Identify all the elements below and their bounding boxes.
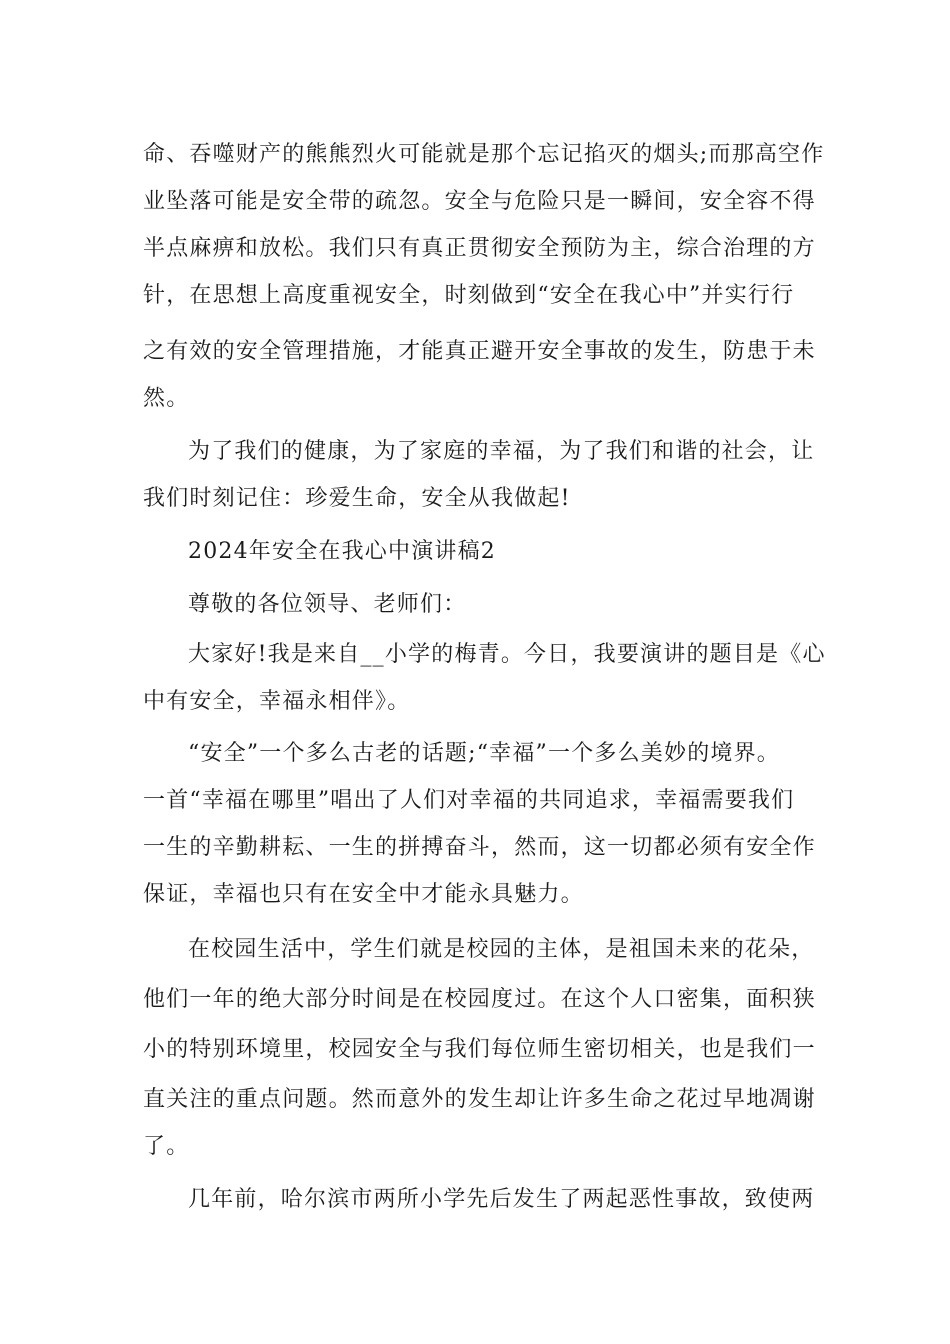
text-line: 之有效的安全管理措施，才能真正避开安全事故的发生，防患于未	[143, 339, 816, 364]
text-line: 我们时刻记住：珍爱生命，安全从我做起!	[143, 486, 571, 511]
text-line: 小的特别环境里，校园安全与我们每位师生密切相关，也是我们一	[143, 1037, 816, 1062]
text-line: 业坠落可能是安全带的疏忽。安全与危险只是一瞬间，安全容不得	[143, 189, 816, 214]
paragraph-first-line: “安全”一个多么古老的话题;“幸福”一个多么美妙的境界。	[188, 741, 781, 766]
text-line: 一首“幸福在哪里”唱出了人们对幸福的共同追求，幸福需要我们	[143, 788, 795, 813]
salutation: 尊敬的各位领导、老师们：	[188, 592, 467, 617]
paragraph-first-line: 几年前，哈尔滨市两所小学先后发生了两起恶性事故，致使两	[188, 1187, 815, 1212]
text-line: 中有安全，幸福永相伴》。	[143, 689, 411, 714]
text-line: 然。	[143, 386, 190, 411]
text-line: 半点麻痹和放松。我们只有真正贯彻安全预防为主，综合治理的方	[143, 236, 816, 261]
text-line: 命、吞噬财产的熊熊烈火可能就是那个忘记掐灭的烟头;而那高空作	[143, 142, 825, 167]
text-line: 针，在思想上高度重视安全，时刻做到“安全在我心中”并实行行	[143, 283, 795, 308]
text-line: 保证，幸福也只有在安全中才能永具魅力。	[143, 882, 584, 907]
text-line: 了。	[143, 1134, 190, 1159]
paragraph-first-line: 为了我们的健康，为了家庭的幸福，为了我们和谐的社会，让	[188, 439, 815, 464]
text-line: 一生的辛勤耕耘、一生的拼搏奋斗，然而，这一切都必须有安全作	[143, 835, 816, 860]
text-line: 直关注的重点问题。然而意外的发生却让许多生命之花过早地凋谢	[143, 1087, 816, 1112]
paragraph-first-line: 大家好!我是来自__小学的梅青。今日，我要演讲的题目是《心	[188, 642, 826, 667]
paragraph-first-line: 在校园生活中，学生们就是校园的主体，是祖国未来的花朵，	[188, 937, 815, 962]
section-heading: 2024年安全在我心中演讲稿2	[188, 539, 496, 564]
text-line: 他们一年的绝大部分时间是在校园度过。在这个人口密集，面积狭	[143, 987, 816, 1012]
